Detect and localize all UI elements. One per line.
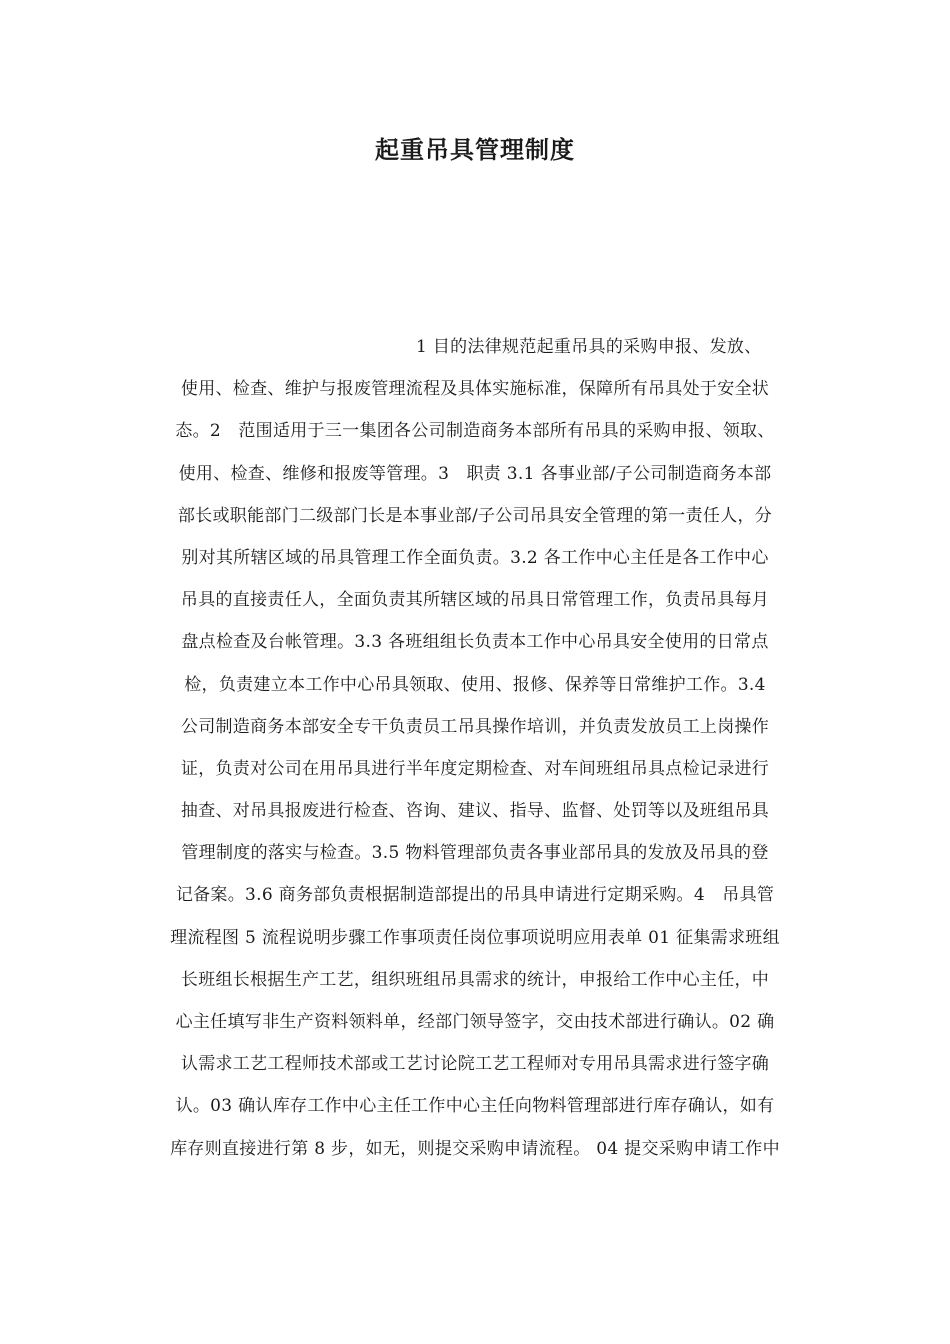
body-line: 认。03 确认库存工作中心主任工作中心主任向物料管理部进行库存确认，如有 [175,1096,775,1117]
body-line: 使用、检查、维修和报废等管理。3 职责 3.1 各事业部/子公司制造商务本部 [178,463,772,484]
body-line: 心主任填写非生产资料领料单，经部门领导签字，交由技术部进行确认。02 确 [175,1012,775,1032]
body-line: 使用、检查、维护与报废管理流程及具体实施标准，保障所有吊具处于安全状 [180,379,770,400]
body-line: 管理制度的落实与检查。3.5 物料管理部负责各事业部吊具的发放及吊具的登 [181,843,769,864]
document-title: 起重吊具管理制度 [375,136,575,164]
body-line: 吊具的直接责任人，全面负责其所辖区域的吊具日常管理工作，负责吊具每月 [180,590,770,611]
document-body [140,326,810,1170]
body-line: 检，负责建立本工作中心吊具领取、使用、报修、保养等日常维护工作。3.4 [184,674,766,695]
body-line: 证，负责对公司在用吊具进行半年度定期检查、对车间班组吊具点检记录进行 [180,758,770,779]
body-line: 长班组长根据生产工艺，组织班组吊具需求的统计，申报给工作中心主任，中 [180,969,770,990]
body-line: 理流程图 5 流程说明步骤工作事项责任岗位事项说明应用表单 01 征集需求班组 [170,927,780,948]
body-line: 记备案。3.6 商务部负责根据制造部提出的吊具申请进行定期采购。4 吊具管 [175,885,775,906]
body-line: 部长或职能部门二级部门长是本事业部/子公司吊具安全管理的第一责任人，分 [177,505,773,526]
body-line: 盘点检查及台帐管理。3.3 各班组组长负责本工作中心吊具安全使用的日常点 [181,632,769,653]
body-line: 1 目的法律规范起重吊具的采购申报、发放、 [416,337,762,357]
body-line: 公司制造商务本部安全专干负责员工吊具操作培训，并负责发放员工上岗操作 [180,716,770,737]
body-line: 抽查、对吊具报废进行检查、咨询、建议、指导、监督、处罚等以及班组吊具 [180,801,770,822]
body-line: 态。2 范围适用于三一集团各公司制造商务本部所有吊具的采购申报、领取、 [175,421,775,442]
body-line: 别对其所辖区域的吊具管理工作全面负责。3.2 各工作中心主任是各工作中心 [181,547,769,568]
body-line: 库存则直接进行第 8 步，如无，则提交采购申请流程。 04 提交采购申请工作中 [170,1138,780,1159]
body-line: 认需求工艺工程师技术部或工艺讨论院工艺工程师对专用吊具需求进行签字确 [180,1054,770,1075]
